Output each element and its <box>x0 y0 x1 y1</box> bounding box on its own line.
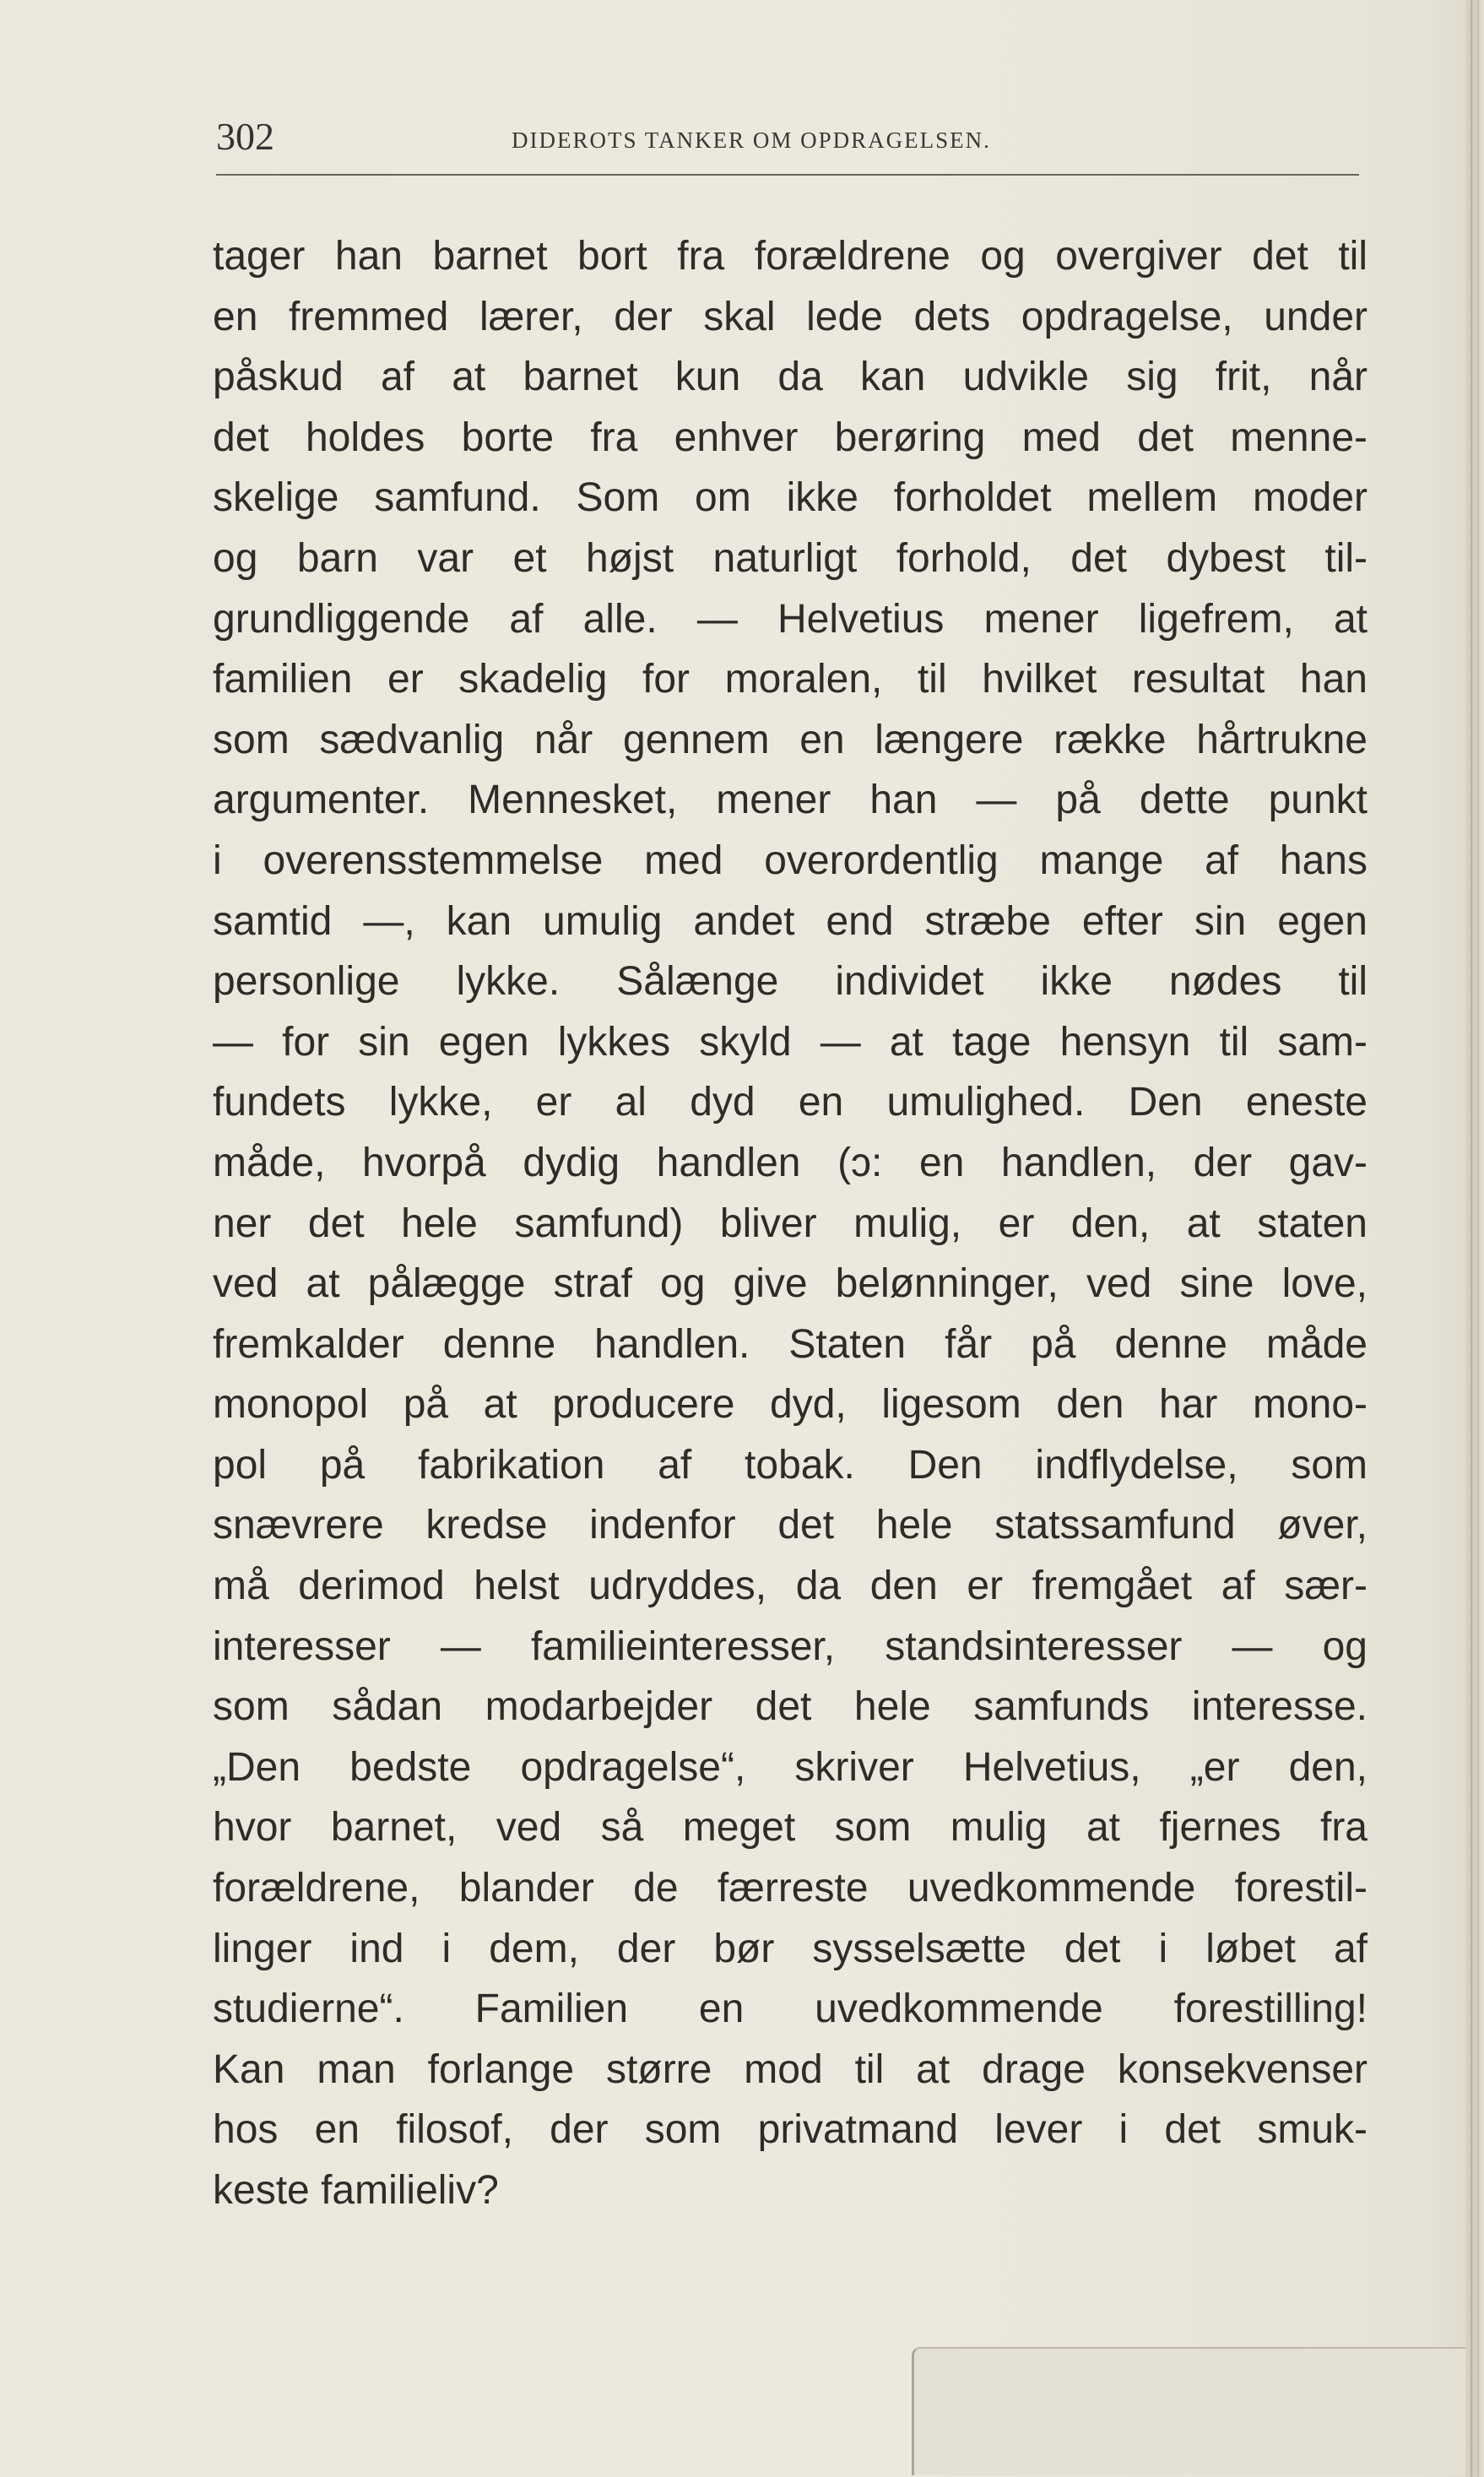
text-line: i overensstemmelse med overordentlig mange af hans <box>213 837 1368 883</box>
header-rule <box>216 174 1359 176</box>
text-line: linger ind i dem, der bør sysselsætte det i løbet af <box>213 1926 1368 1971</box>
page-edge <box>1465 0 1484 2477</box>
text-line: grundliggende af alle. — Helvetius mener ligefrem, at <box>213 596 1368 642</box>
text-line: hvor barnet, ved så meget som mulig at fjernes fra <box>213 1805 1368 1851</box>
text-line: må derimod helst udryddes, da den er fremgået af sær- <box>213 1564 1368 1609</box>
text-line: fremkalder denne handlen. Staten får på denne måde <box>213 1321 1368 1367</box>
text-line: måde, hvorpå dydig handlen (ɔ: en handlen, der gav- <box>213 1140 1368 1185</box>
text-line: argumenter. Mennesket, mener han — på dette punkt <box>213 778 1368 823</box>
text-line: keste familieliv? <box>213 2168 499 2213</box>
running-title: DIDEROTS TANKER OM OPDRAGELSEN. <box>512 127 991 153</box>
library-slip-outline <box>912 2347 1480 2475</box>
text-line: forældrene, blander de færreste uvedkommende forestil- <box>213 1866 1368 1911</box>
text-line: og barn var et højst naturligt forhold, det dybest til- <box>213 535 1368 581</box>
text-line: som sædvanlig når gennem en længere række hårtrukne <box>213 717 1368 762</box>
text-line: snævrere kredse indenfor det hele statssamfund øver, <box>213 1503 1368 1548</box>
running-head <box>216 111 1359 162</box>
text-line: familien er skadelig for moralen, til hvilket resultat han <box>213 657 1368 702</box>
page-edge-line <box>1470 0 1472 2477</box>
text-line: tager han barnet bort fra forældrene og overgiver det til <box>213 234 1368 279</box>
text-line: interesser — familieinteresser, standsinteresser — og <box>213 1623 1368 1669</box>
page-number: 302 <box>216 115 274 158</box>
text-line: — for sin egen lykkes skyld — at tage hensyn til sam- <box>213 1019 1368 1065</box>
text-line: „Den bedste opdragelse“, skriver Helvetius, „er den, <box>213 1744 1368 1790</box>
page-edge-line <box>1477 0 1479 2477</box>
text-line: ner det hele samfund) bliver mulig, er den, at staten <box>213 1201 1368 1246</box>
text-line: monopol på at producere dyd, ligesom den har mono- <box>213 1382 1368 1428</box>
text-line: hos en filosof, der som privatmand lever i det smuk- <box>213 2107 1368 2153</box>
text-line: ved at pålægge straf og give belønninger, ved sine love, <box>213 1261 1368 1307</box>
text-line: påskud af at barnet kun da kan udvikle sig frit, når <box>213 355 1368 400</box>
body-text <box>213 226 1368 2221</box>
text-line: en fremmed lærer, der skal lede dets opdragelse, under <box>213 294 1368 339</box>
text-line: pol på fabrikation af tobak. Den indflydelse, som <box>213 1442 1368 1488</box>
text-line: studierne“. Familien en uvedkommende forestilling! <box>213 1986 1368 2032</box>
text-line: personlige lykke. Sålænge individet ikke nødes til <box>213 959 1368 1005</box>
text-line: fundets lykke, er al dyd en umulighed. Den eneste <box>213 1080 1368 1125</box>
text-line: som sådan modarbejder det hele samfunds interesse. <box>213 1684 1368 1730</box>
text-line: det holdes borte fra enhver berøring med det menne- <box>213 415 1368 460</box>
text-line: skelige samfund. Som om ikke forholdet mellem moder <box>213 475 1368 521</box>
text-line: Kan man forlange større mod til at drage konsekvenser <box>213 2046 1368 2092</box>
text-line: samtid —, kan umulig andet end stræbe efter sin egen <box>213 898 1368 944</box>
